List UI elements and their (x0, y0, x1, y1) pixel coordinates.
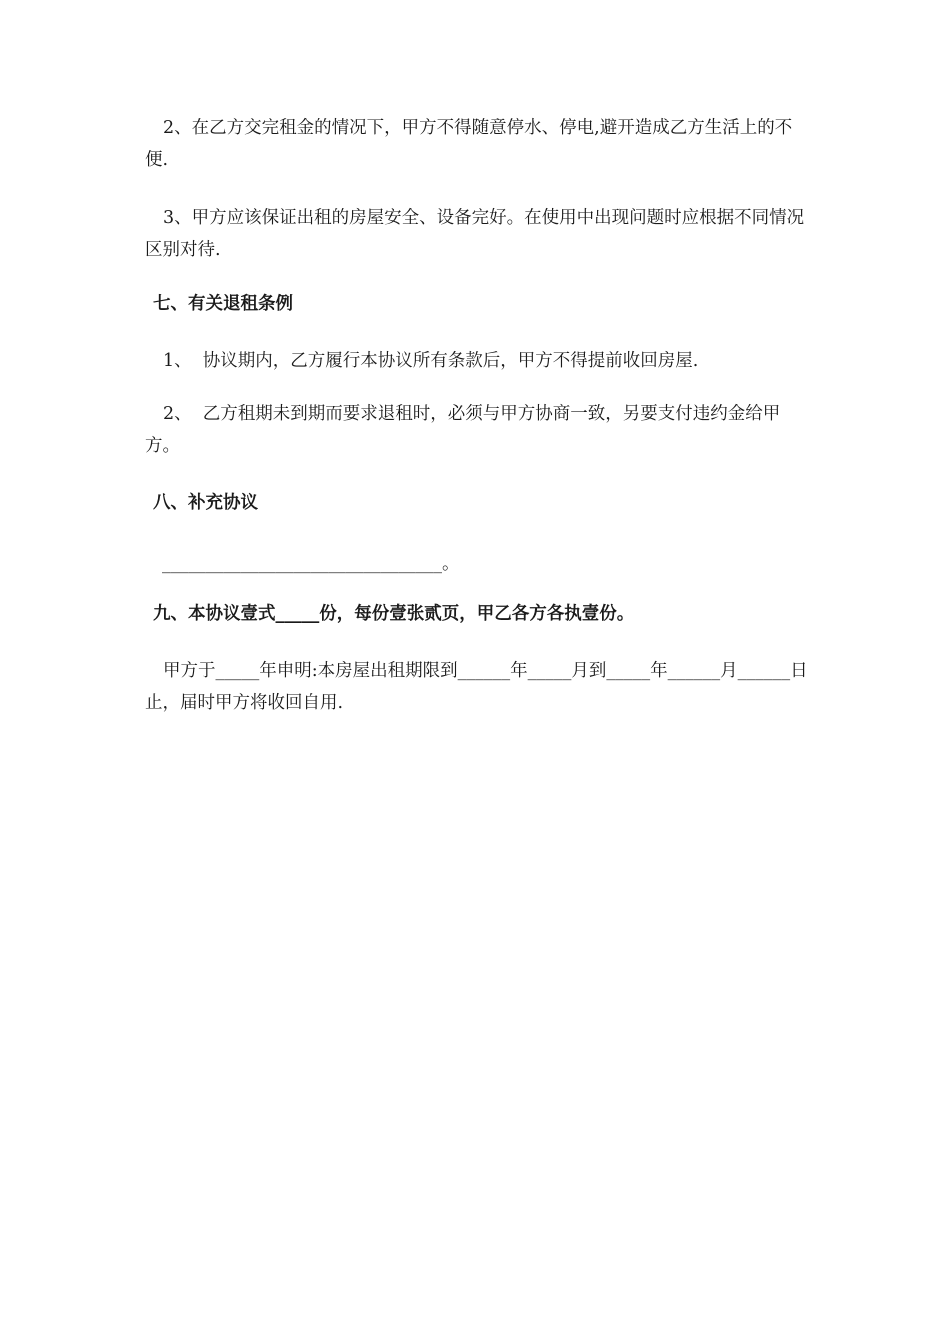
clause-6-item-2: 2、在乙方交完租金的情况下，甲方不得随意停水、停电,避开造成乙方生活上的不便. (145, 118, 793, 170)
clause-6-item-3: 3、甲方应该保证出租的房屋安全、设备完好。在使用中出现问题时应根据不同情况区别对待. (145, 208, 805, 260)
section-8-heading: 八、补充协议 (153, 493, 258, 513)
clause-7-item-2: 2、 乙方租期未到期而要求退租时，必须与甲方协商一致，另要支付违约金给甲方。 (145, 404, 781, 456)
clause-7-item-1: 1、 协议期内，乙方履行本协议所有条款后，甲方不得提前收回房屋. (163, 351, 699, 371)
closing-statement: 甲方于_____年申明:本房屋出租期限到______年_____月到_____年______月______日止，届时甲方将收回自用. (145, 661, 808, 713)
section-9-heading: 九、本协议壹式_____份，每份壹张贰页，甲乙各方各执壹份。 (153, 604, 635, 624)
supplement-blank-line: ________________________________。 (162, 554, 460, 574)
section-7-heading: 七、有关退租条例 (153, 294, 293, 314)
